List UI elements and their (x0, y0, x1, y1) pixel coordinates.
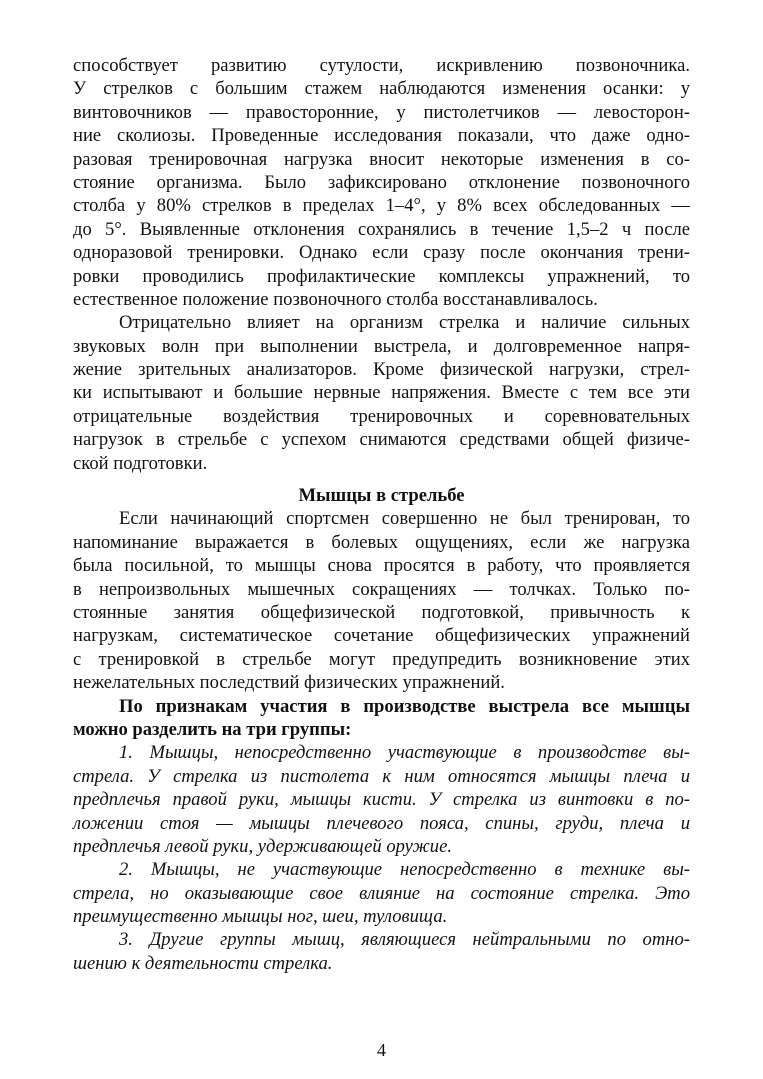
page-number: 4 (377, 1040, 386, 1060)
text-line: напоминание выражается в болевых ощущениях, если же нагрузка (73, 531, 690, 553)
text-line: жение зрительных анализаторов. Кроме физической нагрузки, стрел- (73, 359, 690, 381)
text-line: в непроизвольных мышечных сокращениях — толчках. Только по- (73, 578, 690, 600)
text-line: ки испытывают и большие нервные напряжения. Вместе с тем все эти (73, 382, 690, 404)
text-line: предплечья правой руки, мышцы кисти. У стрелка из винтовки в по- (73, 789, 690, 811)
text-line: с тренировкой в стрельбе могут предупредить возникновение этих (73, 648, 690, 670)
text-line: 1. Мышцы, непосредственно участвующие в производстве вы- (119, 742, 690, 764)
text-line: стоянные занятия общефизической подготовкой, привычность к (73, 601, 690, 623)
text-line: ние сколиозы. Проведенные исследования показали, что даже одно- (73, 125, 690, 147)
text-line: винтовочников — правосторонние, у пистолетчиков — левосторон- (73, 101, 690, 123)
text-line: предплечья левой руки, удерживающей оружие. (73, 835, 452, 857)
text-line: шению к деятельности стрелка. (73, 952, 333, 974)
text-line: нагрузок в стрельбе с успехом снимаются средствами общей физиче- (73, 429, 690, 451)
spacer (73, 475, 690, 484)
text-line: одноразовой тренировки. Однако если сразу после окончания трени- (73, 242, 690, 264)
text-line: нагрузкам, систематическое сочетание общефизических упражнений (73, 625, 690, 647)
text-line: способствует развитию сутулости, искривлению позвоночника. (73, 55, 690, 76)
text-line: У стрелков с большим стажем наблюдаются изменения осанки: у (73, 78, 690, 100)
text-line: Отрицательно влияет на организм стрелка и наличие сильных (119, 312, 690, 334)
text-line: можно разделить на три группы: (73, 718, 352, 740)
paragraph-1 (73, 54, 690, 311)
text-line: стояние организма. Было зафиксировано отклонение позвоночного (73, 171, 690, 193)
text-line: Если начинающий спортсмен совершенно не был тренирован, то (119, 508, 690, 530)
list-item (73, 741, 690, 858)
text-line: отрицательные воздействия тренировочных и соревновательных (73, 405, 690, 427)
list-item (73, 928, 690, 975)
paragraph-2 (73, 311, 690, 475)
text-line: 2. Мышцы, не участвующие непосредственно в технике вы- (119, 859, 690, 881)
paragraph-3 (73, 507, 690, 694)
bold-intro (73, 695, 690, 742)
text-line: стрела, но оказывающие свое влияние на состояние стрелка. Это (73, 882, 690, 904)
text-line: до 5°. Выявленные отклонения сохранялись в течение 1,5–2 ч после (73, 218, 690, 240)
text-line: была посильной, то мышцы снова просятся в работу, что проявляется (73, 555, 690, 577)
text-line: ской подготовки. (73, 452, 208, 474)
page-body (73, 54, 690, 975)
text-line: столба у 80% стрелков в пределах 1–4°, у 8% всех обследованных — (73, 195, 690, 217)
text-line: По признакам участия в производстве выстрела все мышцы (119, 695, 690, 717)
text-line: преимущественно мышцы ног, шеи, туловища. (73, 906, 448, 928)
text-line: нежелательных последствий физических упражнений. (73, 672, 505, 694)
text-line: ложении стоя — мышцы плечевого пояса, спины, груди, плеча и (73, 812, 690, 834)
text-line: стрела. У стрелка из пистолета к ним относятся мышцы плеча и (73, 765, 690, 787)
text-line: ровки проводились профилактические комплексы упражнений, то (73, 265, 690, 287)
list-item (73, 858, 690, 928)
text-line: звуковых волн при выполнении выстрела, и долговременное напря- (73, 335, 690, 357)
section-heading: Мышцы в стрельбе (298, 485, 465, 507)
text-line: разовая тренировочная нагрузка вносит некоторые изменения в со- (73, 148, 690, 170)
text-line: естественное положение позвоночного столба восстанавливалось. (73, 288, 598, 310)
text-line: 3. Другие группы мышц, являющиеся нейтральными по отно- (119, 929, 690, 951)
